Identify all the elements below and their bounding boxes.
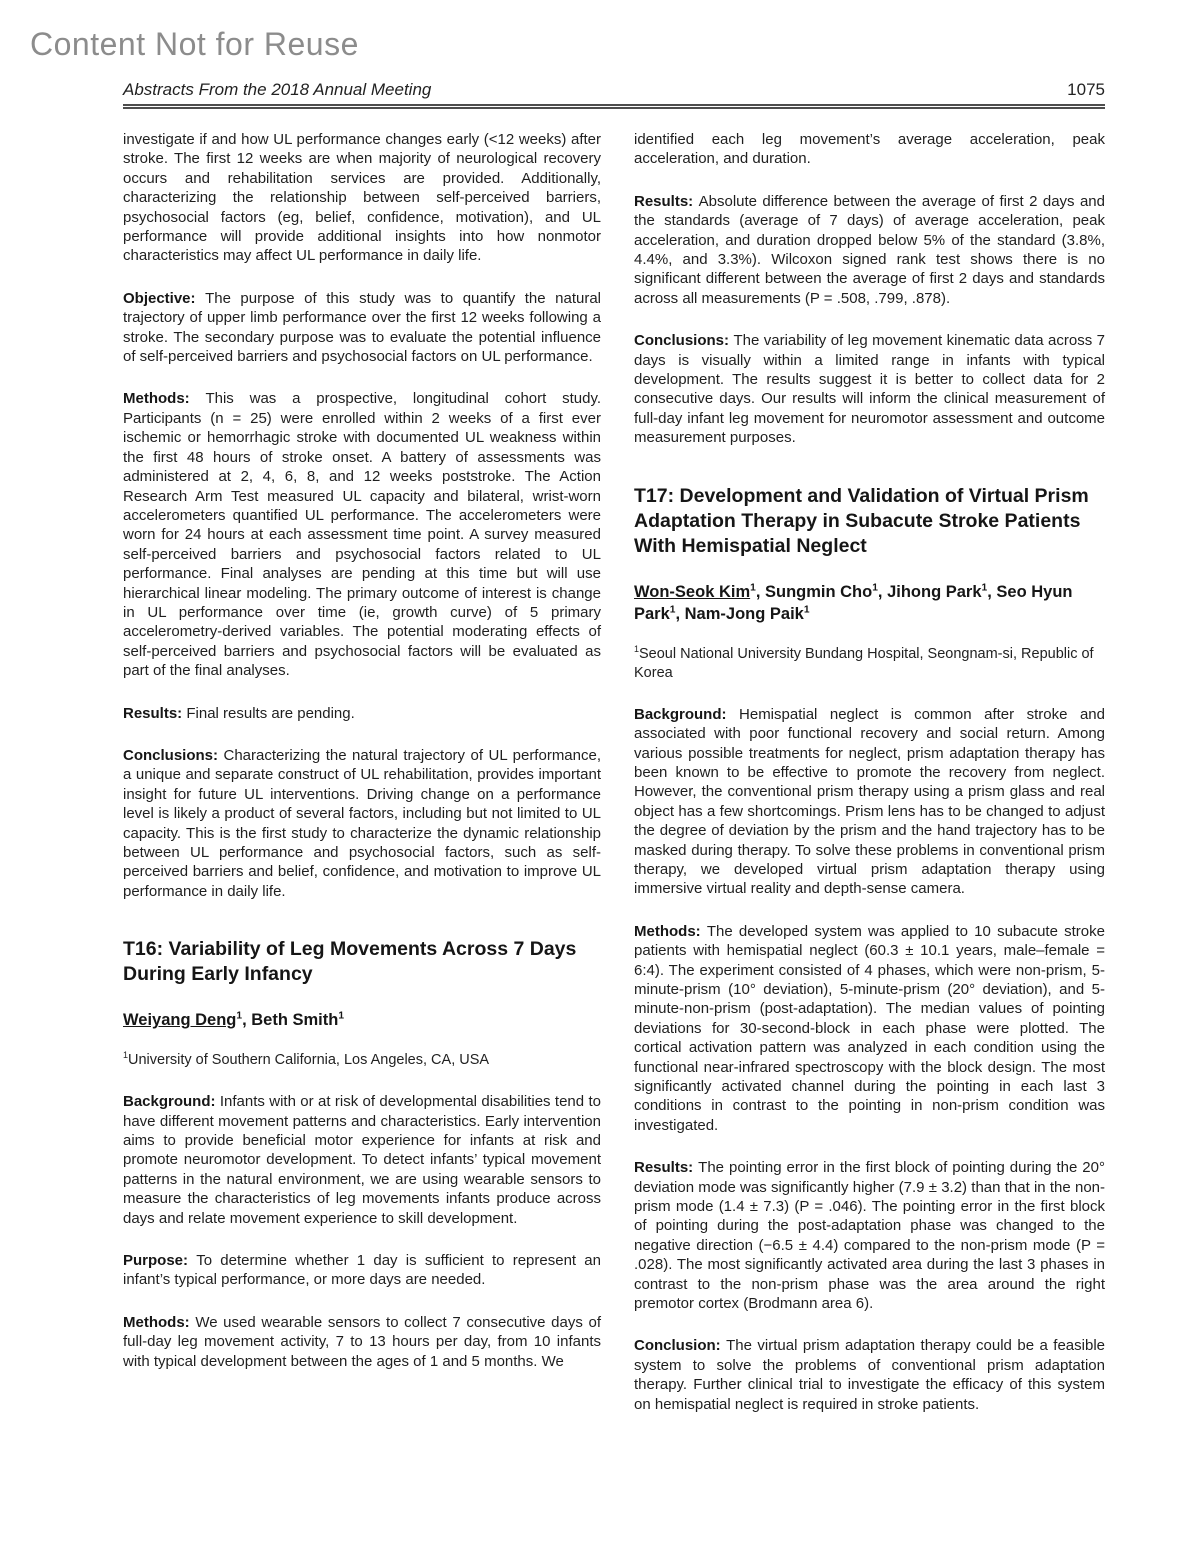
left-column	[123, 130, 601, 1394]
running-title: Abstracts From the 2018 Annual Meeting	[123, 80, 432, 99]
section-paragraph: Conclusions: The variability of leg movement kinematic data across 7 days is visually within a limited range in infants with typical development. The results suggest it is better to collect data for 2 consecutive days. Our results will inform the clinical measurement of full-day infant leg movement for neuromotor assessment and outcome measurement purposes.	[634, 332, 1105, 447]
section-paragraph: Methods: We used wearable sensors to collect 7 consecutive days of full-day leg movement activity, 7 to 13 hours per day, from 10 infants with typical development between the ages of 1 and 5 months. We	[123, 1313, 602, 1370]
author-affiliation-marker: 1	[872, 582, 878, 594]
section-label: Results:	[123, 704, 187, 722]
section-label: Purpose:	[123, 1252, 197, 1270]
author-affiliation-marker: 1	[669, 604, 676, 616]
abstract-title-t17: T17: Development and Validation of Virtual Prism Adaptation Therapy in Subacute Stroke Patients With Hemispatial Neglect	[634, 484, 1089, 557]
author-name: Beth Smith	[251, 1011, 339, 1030]
section-paragraph: Methods: This was a prospective, longitudinal cohort study. Participants (n = 25) were enrolled within 2 weeks of a first ever ischemic or hemorrhagic stroke with documented UL weakness within the first 48 hours of stroke onset. A battery of assessments was administered at 2, 4, 6, 8, and 12 weeks poststroke. The Action Research Arm Test measured UL capacity and bilateral, wrist-worn accelerometers quantified UL performance. The accelerometers were worn for 24 hours at each assessment time point. A survey measured self-perceived barriers and psychosocial factors related to UL performance. Final analyses are pending at this time but will use hierarchical linear modeling. The primary outcome of interest is change in UL performance over time (ie, growth curve) of 5 primary accelerometry-derived variables. The potential moderating effects of self-perceived barriers and psychosocial factors will be evaluated as part of the final analyses.	[123, 390, 601, 680]
section-paragraph: Results: Absolute difference between the average of first 2 days and the standards (average of 7 days) of average acceleration, peak acceleration, and duration dropped below 5% of the standard (3.8%, 4.4%, and 3.3%). Wilcoxon signed rank test shows there is no significant different between the average of first 2 days and standards across all measurements (P = .508, .799, .878).	[634, 192, 1105, 307]
page-number: 1075	[1067, 80, 1105, 99]
author-name: Sungmin Cho	[764, 582, 873, 601]
author-name: Weiyang Deng	[123, 1011, 237, 1030]
section-paragraph: Objective: The purpose of this study was to quantify the natural trajectory of upper limb performance over the first 12 weeks following a stroke. The secondary purpose was to evaluate the potential influence of self-perceived barriers and psychosocial factors on UL performance.	[123, 289, 601, 366]
authors-t16: Weiyang Deng$^1$, Beth Smith$^1$	[123, 1010, 345, 1030]
section-label: Conclusion:	[634, 1337, 727, 1355]
section-label: Methods:	[123, 390, 206, 408]
author-name: Jihong Park	[887, 582, 982, 601]
body-paragraph: identified each leg movement’s average acceleration, peak acceleration, and duration.	[634, 131, 1105, 168]
header-rule	[123, 104, 1105, 109]
abstract-title-t16: T16: Variability of Leg Movements Across 7 Days During Early Infancy	[123, 938, 577, 986]
section-paragraph: Conclusions: Characterizing the natural trajectory of UL performance, a unique and separate construct of UL rehabilitation, provides important insight for future UL interventions. Driving change on a performance level is likely a product of several factors, including but not limited to UL capacity. This is the first study to characterize the dynamic relationship between UL performance and psychosocial factors, such as self-perceived barriers and belief, confidence, and motivation to improve UL performance in daily life.	[123, 746, 602, 900]
right-column	[634, 130, 1105, 1437]
affiliation-line: $^1$Seoul National University Bundang Hospital, Seongnam-si, Republic of Korea	[634, 643, 1094, 681]
section-paragraph: Background: Hemispatial neglect is common after stroke and associated with poor functional recovery and social return. Among various possible treatments for neglect, prism adaptation therapy has been known to be effective to promote the recovery from neglect. However, the conventional prism therapy using a prism glass and real object has a few shortcomings. Prism lens has to be changed to adjust the degree of deviation by the prism and the hand trajectory has to be masked during therapy. To solve these problems in conventional prism therapy, we developed virtual prism adaptation therapy using immersive virtual reality and depth-sense camera.	[634, 705, 1105, 898]
section-paragraph: Methods: The developed system was applied to 10 subacute stroke patients with hemispatial neglect (60.3 ± 10.1 years, male–female = 6:4). The experiment consisted of 4 phases, which were non-prism, 5-minute-prism (10° deviation), 5-minute-prism (20° deviation), and 5-minute-non-prism (post-adaptation). The median values of pointing deviations for 30-second-block in each phase were plotted. The cortical activation pattern was analyzed in each condition using the functional near-infrared spectroscopy with the block design. The most significantly activated channel during the pointing in each last 3 conditions in contrast to the pointing in non-prism condition was investigated.	[634, 922, 1105, 1134]
section-label: Methods:	[123, 1313, 196, 1331]
section-paragraph: Results: Final results are pending.	[123, 704, 355, 722]
affiliation-marker: 1	[123, 1050, 128, 1061]
section-paragraph: Purpose: To determine whether 1 day is sufficient to represent an infant’s typical performance, or more days are needed.	[123, 1252, 601, 1289]
author-affiliation-marker: 1	[236, 1010, 243, 1022]
body-paragraph: investigate if and how UL performance changes early (<12 weeks) after stroke. The first 12 weeks are when majority of neurological recovery occurs and rehabilitation services are provided. Additionally, characterizing the relationship between self-perceived barriers, psychosocial factors (eg, belief, confidence, motivation), and UL performance will provide additional insights into how nonmotor characteristics may affect UL performance in daily life.	[123, 131, 601, 265]
author-name: Won-Seok Kim	[634, 582, 751, 601]
section-label: Conclusions:	[123, 746, 224, 764]
section-label: Background:	[634, 705, 740, 723]
author-affiliation-marker: 1	[338, 1010, 345, 1022]
affiliation-marker: 1	[634, 643, 639, 654]
page-header	[123, 80, 1105, 100]
section-label: Objective:	[123, 289, 206, 307]
author-name: Nam-Jong Paik	[684, 604, 804, 623]
author-affiliation-marker: 1	[750, 582, 756, 594]
section-paragraph: Results: The pointing error in the first block of pointing during the 20° deviation mode was significantly higher (7.9 ± 3.2) than that in the non-prism mode (1.4 ± 7.3) (P = .046). The pointing error in the first block of pointing during the post-adaptation phase was changed to the negative direction (−6.5 ± 4.4) compared to the non-prism mode (P = .028). The most significantly activated area during the last 3 phases in contrast to the non-prism phase was the area around the right premotor cortex (Brodmann area 6).	[634, 1159, 1105, 1313]
affiliation-line: $^1$University of Southern California, Los Angeles, CA, USA	[123, 1050, 490, 1069]
section-label: Results:	[634, 1159, 699, 1177]
section-label: Methods:	[634, 922, 707, 940]
section-paragraph: Conclusion: The virtual prism adaptation therapy could be a feasible system to solve the problems of conventional prism adaptation therapy. Further clinical trial to investigate the efficacy of this system on hemispatial neglect is required in stroke patients.	[634, 1337, 1105, 1413]
author-name: Seo Hyun Park	[634, 582, 1073, 623]
author-affiliation-marker: 1	[803, 604, 810, 616]
content-not-for-reuse-watermark: Content Not for Reuse	[30, 26, 359, 62]
section-label: Background:	[123, 1093, 220, 1111]
section-paragraph: Background: Infants with or at risk of developmental disabilities tend to have different movement patterns and characteristics. Early intervention aims to provide beneficial motor experience for infants at risk and promote neuromotor development. To detect infants’ typical movement patterns in the natural environment, we are using wearable sensors to measure the characteristics of leg movements infants produce across days and relate movement experience to skill development.	[123, 1093, 601, 1227]
authors-t17: Won-Seok Kim$^1$, Sungmin Cho$^1$, Jihong Park$^1$, Seo Hyun Park$^1$, Nam-Jong Paik$^1$	[634, 582, 1073, 623]
section-label: Conclusions:	[634, 332, 734, 350]
author-affiliation-marker: 1	[981, 582, 988, 594]
section-label: Results:	[634, 192, 699, 210]
